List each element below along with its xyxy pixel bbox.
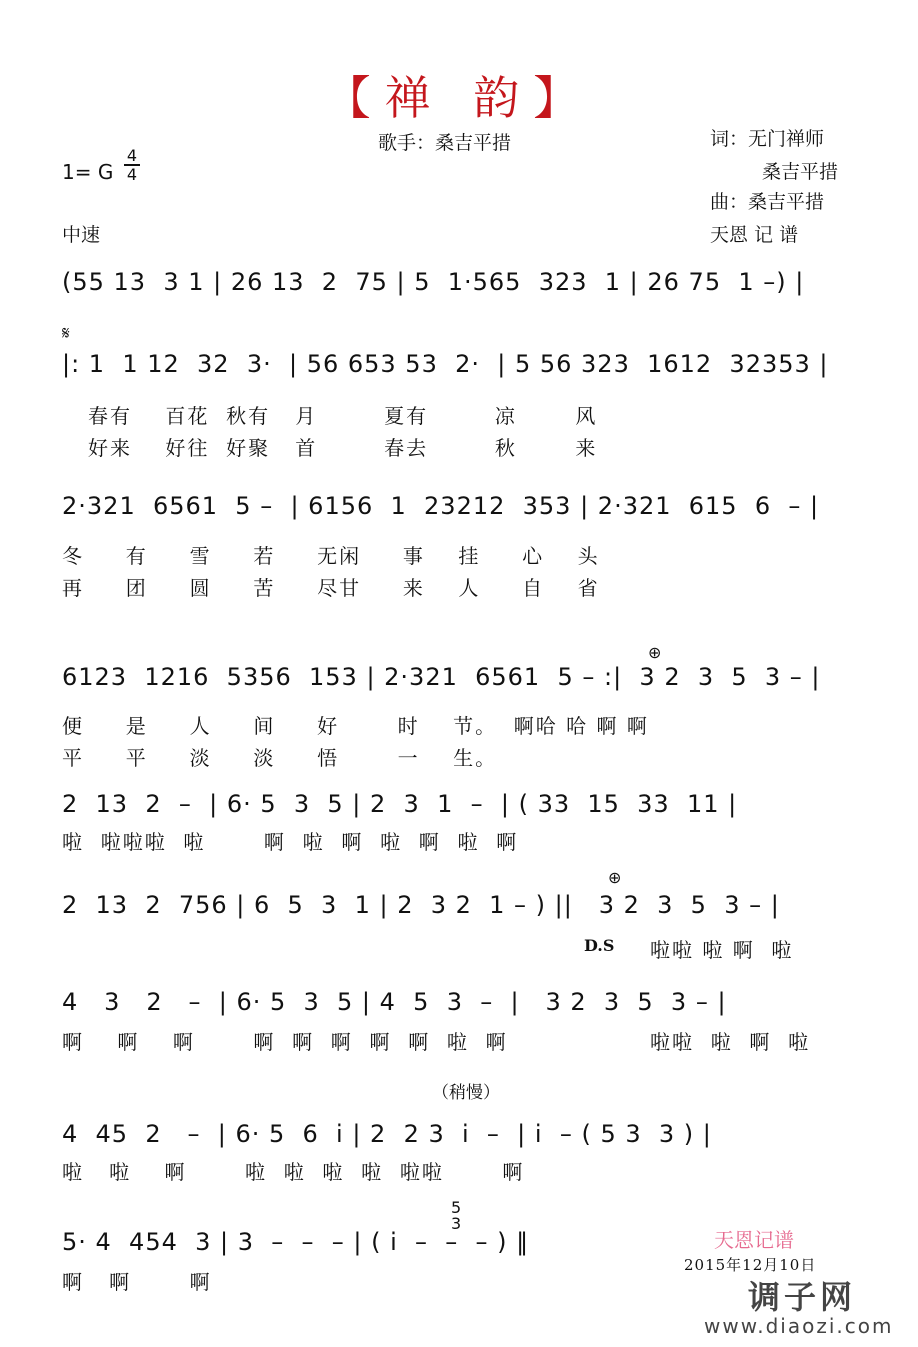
notation-row-2: |: 1 1 12 32 3· | 56 653 53 2· | 5 56 323 1612 32353 |: [62, 350, 829, 378]
lyricist-2: 桑吉平措: [762, 161, 839, 183]
notation-row-4: 6123 1216 5356 153 | 2·321 6561 5 – :| 3 2 3 5 3 – |: [62, 663, 821, 691]
notation-row-8: 4 45 2 – | 6· 5 6 i | 2 2 3 i – | i – ( 5 3 3 ) |: [62, 1120, 712, 1148]
time-denominator: 4: [126, 165, 138, 184]
site-logo: 调子网: [748, 1278, 857, 1316]
lyric-row-6: 啦啦 啦 啊 啦: [650, 938, 794, 962]
lyric-row-3a: 冬 有 雪 若 无闲 事 挂 心 头: [62, 544, 600, 568]
site-url: www.diaozi.com: [704, 1314, 894, 1338]
chord-top: 5: [451, 1198, 462, 1217]
lyric-row-3b: 再 团 圆 苦 尽甘 来 人 自 省: [62, 576, 600, 600]
tempo: 中速: [62, 224, 101, 246]
time-numerator: 4: [124, 148, 140, 166]
singer: 歌手：桑吉平措: [378, 132, 512, 154]
song-title: 【禅 韵】: [324, 71, 594, 125]
lyric-row-9: 啊 啊 啊: [62, 1270, 212, 1294]
lyric-row-7a: 啊 啊 啊 啊 啊 啊 啊 啊 啦 啊: [62, 1030, 508, 1054]
notation-row-1: (55 13 3 1 | 26 13 2 75 | 5 1·565 323 1 | 26 75 1 –) |: [62, 268, 805, 296]
lyric-row-2b: 好来 好往 好聚 首 春去 秋 来: [88, 436, 598, 460]
coda-icon: ⊕: [648, 643, 662, 662]
notation-row-5: 2 13 2 – | 6· 5 3 5 | 2 3 1 – | ( 33 15 33 11 |: [62, 790, 738, 818]
transcription-date: 2015年12月10日: [684, 1256, 817, 1274]
lyric-row-7b: 啦啦 啦 啊 啦: [650, 1030, 811, 1054]
transcriber: 天恩 记 谱: [710, 224, 799, 246]
notation-row-3: 2·321 6561 5 – | 6156 1 23212 353 | 2·321 615 6 – |: [62, 492, 820, 520]
lyric-row-5: 啦 啦啦啦 啦 啊 啦 啊 啦 啊 啦 啊: [62, 830, 519, 854]
lyricist: 词：无门禅师: [710, 128, 825, 150]
chord-mid: 3: [451, 1214, 462, 1233]
slow-marking: （稍慢）: [432, 1083, 500, 1103]
notation-row-7: 4 3 2 – | 6· 5 3 5 | 4 5 3 – | 3 2 3 5 3 – |: [62, 988, 727, 1016]
lyric-row-8: 啦 啦 啊 啦 啦 啦 啦 啦啦 啊: [62, 1160, 525, 1184]
transcriber-stamp: 天恩记谱: [714, 1228, 794, 1252]
lyric-row-4a: 便 是 人 间 好 时 节。 啊哈 哈 啊 啊: [62, 714, 649, 738]
lyric-row-2a: 春有 百花 秋有 月 夏有 凉 风: [88, 404, 598, 428]
time-signature: [124, 148, 140, 184]
key-signature: 1= G: [62, 160, 114, 184]
notation-row-9: 5· 4 454 3 | 3 – – – | ( i – – – ) ‖: [62, 1228, 530, 1256]
lyric-row-4b: 平 平 淡 淡 悟 一 生。: [62, 746, 498, 770]
coda-icon-2: ⊕: [608, 868, 622, 887]
notation-row-6: 2 13 2 756 | 6 5 3 1 | 2 3 2 1 – ) || 3 2 3 5 3 – |: [62, 891, 780, 919]
composer: 曲：桑吉平措: [710, 191, 825, 213]
segno-icon: 𝄋: [62, 323, 70, 344]
ds-marker: D.S: [584, 936, 615, 955]
